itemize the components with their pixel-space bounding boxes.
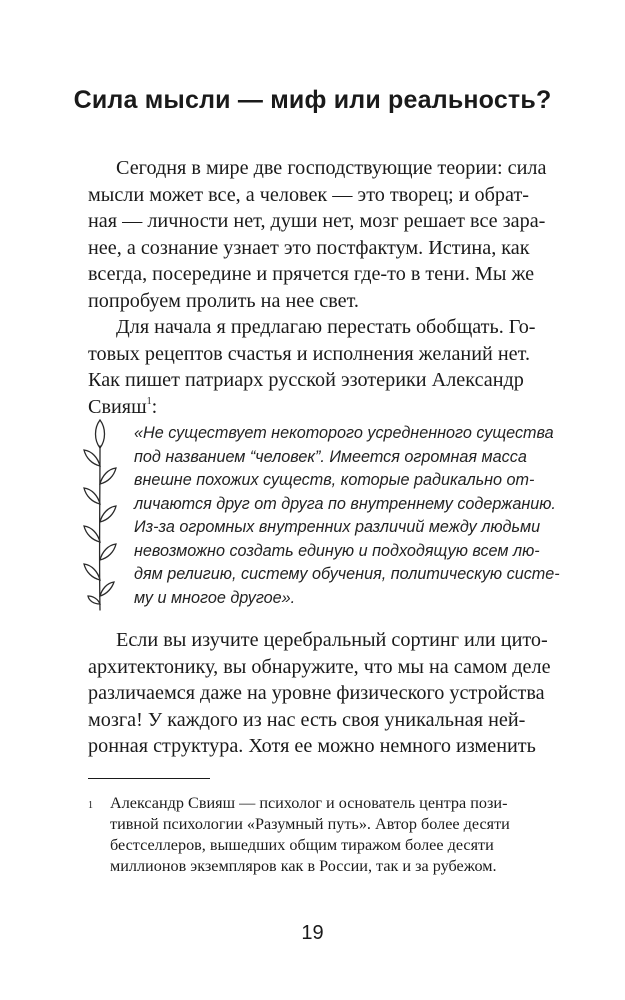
- footnote-text: Александр Свияш — психолог и основатель центра пози-: [110, 794, 508, 812]
- footnote-number: 1: [88, 800, 93, 811]
- footnote-divider: [88, 778, 210, 779]
- text-line: Для начала я предлагаю перестать обобщать. Го-: [116, 316, 536, 338]
- footnote: [88, 793, 548, 877]
- footnote-reference[interactable]: 1: [146, 395, 152, 407]
- quote-line: под названием “человек”. Имеется огромная масса: [134, 447, 527, 466]
- text-line: ная — личности нет, души нет, мозг решает все зара-: [88, 210, 546, 232]
- page-title: Сила мысли — миф или реальность?: [73, 86, 552, 114]
- paragraph-third: [88, 627, 551, 760]
- text-line: нее, а сознание узнает это постфактум. Истина, как: [88, 236, 530, 259]
- text-line: Если вы изучите церебральный сортинг или цито-: [116, 629, 548, 651]
- quote-line: Из-за огромных внутренних различий между людьми: [134, 518, 541, 536]
- footnote-line: бестселлеров, вышедших общим тиражом более десяти: [110, 836, 494, 854]
- text-line: всегда, посередине и прячется где-то в тени. Мы же: [88, 263, 535, 285]
- text-line: различаемся даже на уровне физического устройства: [88, 682, 545, 704]
- text-line: ронная структура. Хотя ее можно немного изменить: [88, 735, 536, 757]
- branch-ornament-icon: [80, 418, 120, 614]
- text-line-with-footnote: [88, 394, 541, 421]
- block-quote: [134, 422, 560, 610]
- text-line: товых рецептов счастья и исполнения желаний нет.: [88, 342, 530, 365]
- footnote-line: тивной психологии «Разумный путь». Автор более десяти: [110, 815, 510, 833]
- quote-line: му и многое другое».: [134, 588, 296, 607]
- text-line: Как пишет патриарх русской эзотерики Александр: [88, 369, 524, 391]
- text-line: Сегодня в мире две господствующие теории: сила: [116, 157, 547, 179]
- footnote-line: миллионов экземпляров как в России, так и за рубежом.: [110, 857, 497, 875]
- text-line: мысли может все, а человек — это творец; и обрат-: [88, 183, 529, 206]
- quote-line: личаются друг от друга по внутреннему содержанию.: [134, 494, 556, 513]
- text-line: мозга! У каждого из нас есть своя уникальная ней-: [88, 708, 526, 731]
- paragraph-second: [88, 314, 541, 420]
- author-name: Свияш: [88, 395, 147, 418]
- paragraph-intro: [88, 155, 547, 314]
- colon: :: [151, 395, 158, 418]
- quote-line: «Не существует некоторого усредненного существа: [134, 424, 554, 442]
- quote-line: дям религию, систему обучения, политическую систе-: [134, 565, 560, 583]
- text-line: попробуем пролить на нее свет.: [88, 289, 359, 312]
- quote-line: внешне похожих существ, которые радикально от-: [134, 471, 535, 489]
- quote-line: невозможно создать единую и подходящую всем лю-: [134, 541, 540, 560]
- text-line: архитектонику, вы обнаружите, что мы на самом деле: [88, 655, 551, 678]
- page-number: 19: [301, 922, 324, 944]
- footnote-line: [88, 793, 548, 814]
